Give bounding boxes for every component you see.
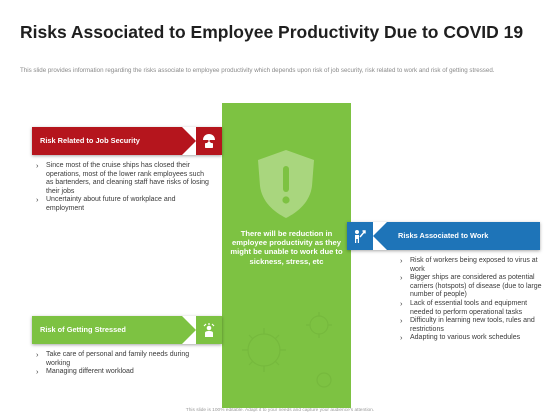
stress-icon-tab <box>196 316 222 344</box>
slide-subtitle: This slide provides information regarding the risks associate to employee productivity which depends upon risk of job security, risk related to work and risk of getting stressed. <box>20 67 495 74</box>
list-item: › Take care of personal and family needs during working <box>34 351 212 368</box>
work-risks-list <box>398 257 548 343</box>
list-item: › Managing different workload <box>34 368 212 377</box>
list-item: › Lack of essential tools and equipment needed to perform operational tasks <box>398 300 548 317</box>
footer-note: This slide is 100% editable. Adapt it to your needs and capture your audience's attention. <box>185 408 375 413</box>
slide-title: Risks Associated to Employee Productivity Due to COVID 19 <box>20 22 524 42</box>
list-item: › Since most of the cruise ships has closed their operations, most of the lower rank employees such as bartenders, and cleaning staff have risks of losing their jobs <box>34 162 212 196</box>
shield-warning-icon <box>254 148 318 220</box>
work-risks-label: Risks Associated to Work <box>398 231 489 240</box>
stress-list <box>34 351 212 377</box>
job-security-icon-tab <box>196 127 222 155</box>
job-security-banner <box>32 127 222 155</box>
job-security-list <box>34 162 212 214</box>
center-statement: There will be reduction in employee productivity as they might be unable to work due to sickness, stress, etc <box>230 229 343 266</box>
list-item: › Bigger ships are considered as potential carriers (hotspots) of disease (due to large number of people) <box>398 274 548 300</box>
stressed-person-icon <box>201 322 217 338</box>
stress-label: Risk of Getting Stressed <box>40 325 126 334</box>
work-risks-icon-tab <box>347 222 373 250</box>
umbrella-briefcase-icon <box>201 133 217 149</box>
list-item: › Adapting to various work schedules <box>398 334 548 343</box>
person-arrow-icon <box>352 228 368 244</box>
list-item: › Risk of workers being exposed to virus at work <box>398 257 548 274</box>
work-risks-banner <box>347 222 540 250</box>
list-item: › Uncertainty about future of workplace and employment <box>34 196 212 213</box>
virus-decoration-icon <box>224 300 349 400</box>
job-security-label: Risk Related to Job Security <box>40 136 140 145</box>
stress-banner <box>32 316 222 344</box>
list-item: › Difficulty in learning new tools, rules and restrictions <box>398 317 548 334</box>
